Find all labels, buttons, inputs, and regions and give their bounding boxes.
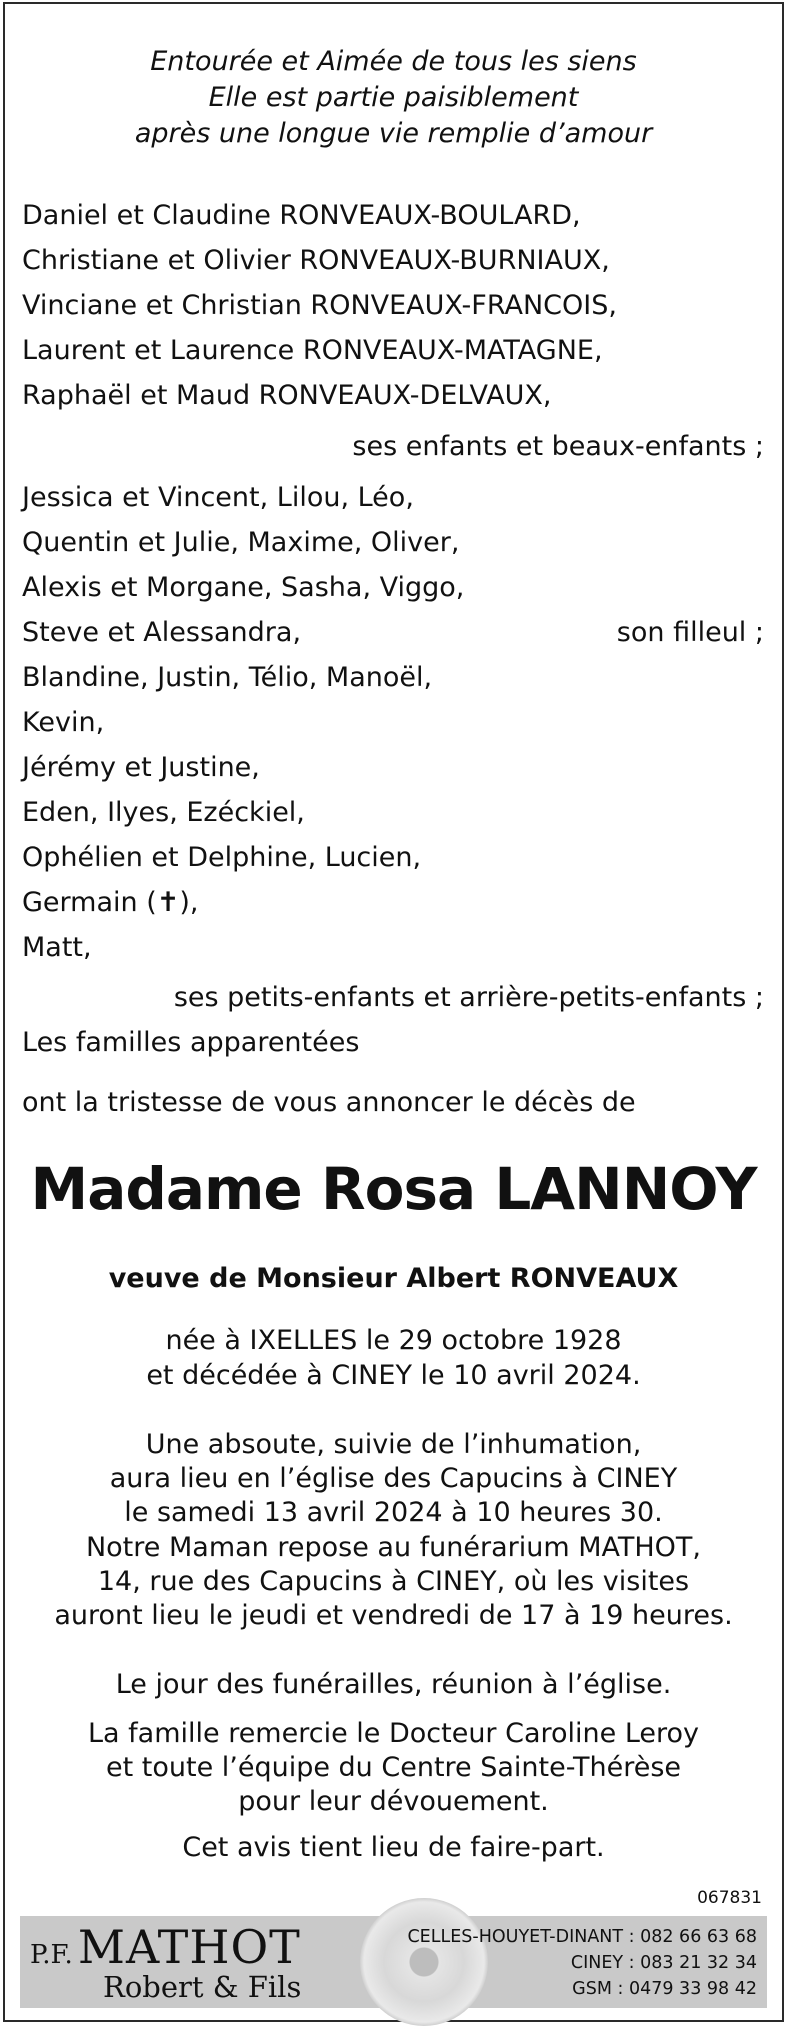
family-line: Eden, Ilyes, Ezéckiel, [22, 797, 305, 828]
brand-prefix: P.F. [30, 1940, 73, 1970]
family-line: Raphaël et Maud RONVEAUX-DELVAUX, [22, 380, 552, 411]
intro-verse [5, 44, 782, 152]
family-line: Ophélien et Delphine, Lucien, [22, 842, 422, 873]
contact-list [407, 1924, 757, 2002]
ceremony-line: aura lieu en l’église des Capucins à CINEY [109, 1463, 678, 1494]
cross-icon: ✝ [156, 887, 180, 918]
funeral-home-banner [20, 1916, 767, 2008]
death-line: et décédée à CINEY le 10 avril 2024. [146, 1360, 641, 1391]
children-caption: ses enfants et beaux-enfants ; [352, 431, 764, 462]
family-line: Jérémy et Justine, [22, 752, 260, 783]
family-line: Kevin, [22, 707, 105, 738]
contact-line: GSM : 0479 33 98 42 [572, 1979, 757, 1999]
rest-line: auront lieu le jeudi et vendredi de 17 à 19 heures. [54, 1600, 733, 1631]
rest-block [5, 1531, 782, 1633]
obituary-notice [3, 2, 784, 2022]
brand-name: MATHOT [77, 1920, 301, 1974]
family-line: Laurent et Laurence RONVEAUX-MATAGNE, [22, 335, 603, 366]
intro-line: après une longue vie remplie d’amour [134, 118, 653, 149]
family-line: Blandine, Justin, Télio, Manoël, [22, 662, 433, 693]
ceremony-block [5, 1428, 782, 1530]
contact-line: CINEY : 083 21 32 34 [570, 1953, 757, 1973]
thanks-line: pour leur dévouement. [238, 1786, 549, 1817]
family-line: Christiane et Olivier RONVEAUX-BURNIAUX, [22, 245, 610, 276]
family-line: Steve et Alessandra, [22, 617, 302, 648]
intro-line: Entourée et Aimée de tous les siens [150, 46, 637, 77]
thanks-line: et toute l’équipe du Centre Sainte-Thérèse [105, 1752, 682, 1783]
reference-number: 067831 [697, 1888, 762, 1908]
funeral-home-logo [30, 1920, 302, 2004]
grandchildren-caption: ses petits-enfants et arrière-petits-enfants ; [173, 982, 764, 1013]
widow-of: veuve de Monsieur Albert RONVEAUX [108, 1263, 679, 1294]
thanks-line: La famille remercie le Docteur Caroline Leroy [87, 1718, 700, 1749]
intro-line: Elle est partie paisiblement [208, 82, 579, 113]
birth-line: née à IXELLES le 29 octobre 1928 [165, 1325, 622, 1356]
family-line-germain [22, 883, 199, 923]
germain-name: Germain ( [22, 887, 157, 918]
family-line: Vinciane et Christian RONVEAUX-FRANCOIS, [22, 290, 617, 321]
notice-line: Cet avis tient lieu de faire-part. [182, 1832, 605, 1863]
ceremony-line: le samedi 13 avril 2024 à 10 heures 30. [124, 1497, 663, 1528]
family-line: Alexis et Morgane, Sasha, Viggo, [22, 572, 465, 603]
brand-subtitle: Robert & Fils [103, 1970, 302, 2004]
rest-line: Notre Maman repose au funérarium MATHOT, [85, 1532, 702, 1563]
contact-line: CELLES-HOUYET-DINANT : 082 66 63 68 [407, 1927, 757, 1947]
family-line: Matt, [22, 932, 92, 963]
thanks-block [5, 1717, 782, 1819]
family-line: Quentin et Julie, Maxime, Oliver, [22, 527, 460, 558]
godson-caption: son filleul ; [616, 617, 764, 648]
families-line: Les familles apparentées [22, 1027, 360, 1058]
family-line: Jessica et Vincent, Lilou, Léo, [22, 482, 414, 513]
meeting-line: Le jour des funérailles, réunion à l’église. [115, 1669, 672, 1700]
deceased-name: Madame Rosa LANNOY [30, 1155, 757, 1223]
rest-line: 14, rue des Capucins à CINEY, où les visites [97, 1566, 690, 1597]
family-line: Daniel et Claudine RONVEAUX-BOULARD, [22, 200, 581, 231]
announcement: ont la tristesse de vous annoncer le décès de [22, 1087, 636, 1118]
germain-suffix: ), [179, 887, 199, 918]
ceremony-line: Une absoute, suivie de l’inhumation, [145, 1429, 642, 1460]
